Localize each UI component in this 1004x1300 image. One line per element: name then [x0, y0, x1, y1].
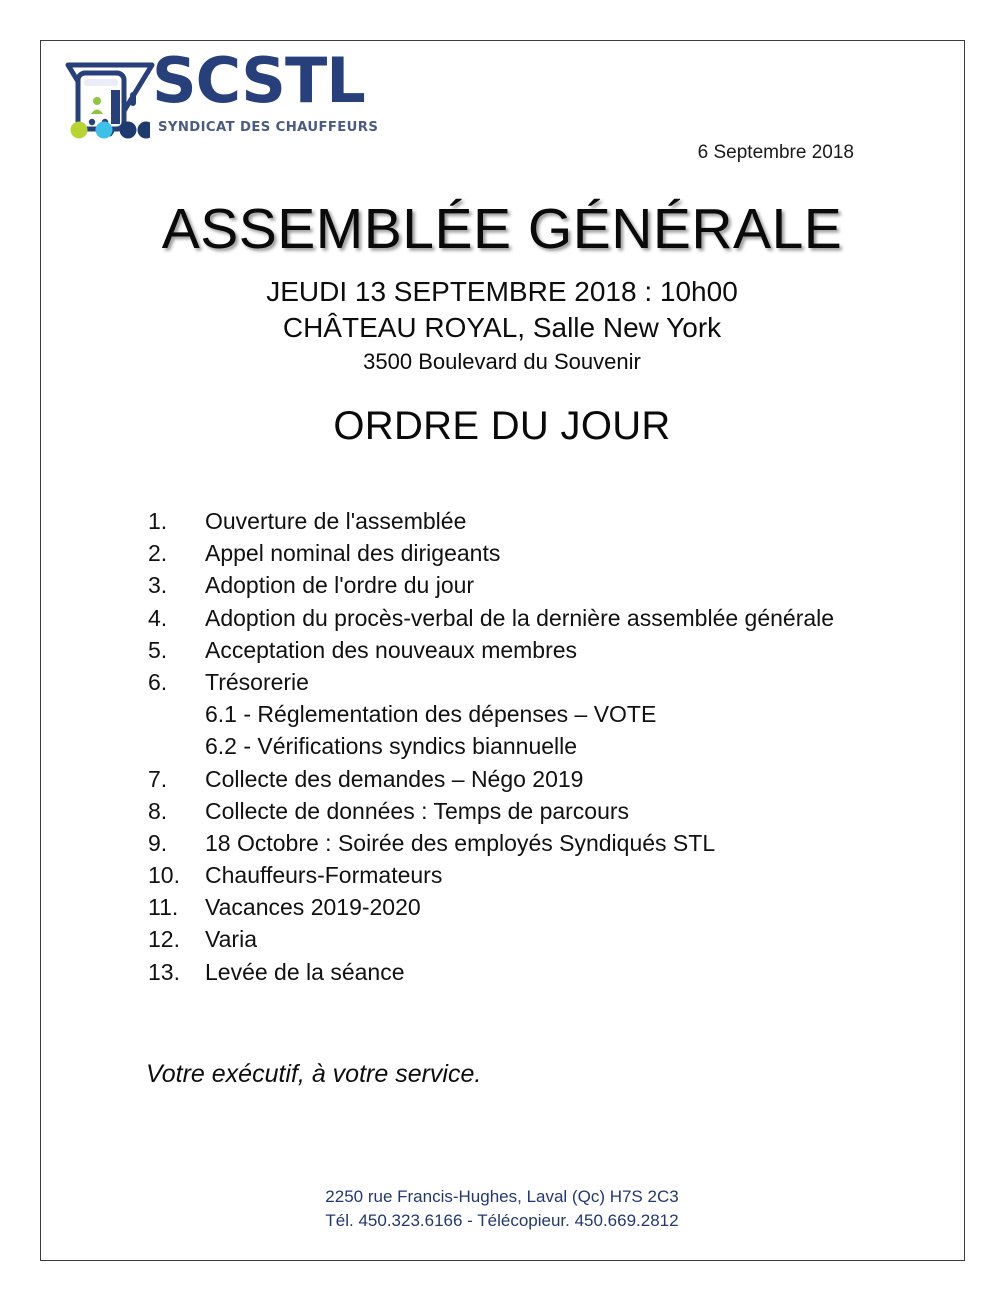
agenda-item [148, 894, 908, 926]
agenda-item-label: 6.1 - Réglementation des dépenses – VOTE [205, 701, 657, 728]
agenda-item-number: 2. [148, 540, 168, 567]
agenda-item [148, 540, 908, 572]
agenda-item-number: 10. [148, 862, 180, 889]
agenda-item [148, 605, 908, 637]
agenda-item-number: 3. [148, 572, 168, 599]
agenda-item [148, 862, 908, 894]
agenda-list [148, 508, 908, 991]
footer [0, 1185, 1004, 1233]
agenda-item-number: 12. [148, 926, 180, 953]
agenda-item [148, 830, 908, 862]
agenda-item-label: Chauffeurs-Formateurs [205, 862, 443, 889]
agenda-item-label: Appel nominal des dirigeants [205, 540, 501, 567]
agenda-item-label: Vacances 2019-2020 [205, 894, 421, 921]
logo-wordmark: SCSTL [152, 44, 365, 117]
agenda-item [148, 637, 908, 669]
agenda-item-number: 8. [148, 797, 168, 824]
agenda-item-number: 5. [148, 636, 168, 663]
agenda-item-number: 4. [148, 604, 168, 631]
agenda-item [148, 766, 908, 798]
logo-tagline: SYNDICAT DES CHAUFFEURS [158, 120, 379, 135]
agenda-item-number: 6. [148, 668, 168, 695]
page-title: ASSEMBLÉE GÉNÉRALE [161, 197, 843, 261]
logo-dots [70, 120, 150, 145]
agenda-item-label: Collecte des demandes – Négo 2019 [205, 765, 584, 792]
agenda-item-label: Trésorerie [205, 668, 309, 695]
signoff-text: Votre exécutif, à votre service. [146, 1060, 482, 1088]
agenda-item-label: Varia [205, 926, 257, 953]
agenda-item-label: 18 Octobre : Soirée des employés Syndiqués STL [205, 829, 716, 856]
agenda-heading: ORDRE DU JOUR [333, 404, 671, 448]
agenda-item-number: 11. [148, 894, 179, 921]
agenda-item [148, 798, 908, 830]
agenda-item-label: Ouverture de l'assemblée [205, 508, 467, 534]
meeting-datetime: JEUDI 13 SEPTEMBRE 2018 : 10h00 [266, 276, 738, 307]
agenda-item [148, 926, 908, 958]
footer-address: 2250 rue Francis-Hughes, Laval (Qc) H7S 2C3 [325, 1187, 679, 1206]
document-date: 6 Septembre 2018 [697, 142, 854, 163]
meeting-venue: CHÂTEAU ROYAL, Salle New York [282, 312, 722, 343]
agenda-item-number: 9. [148, 829, 168, 856]
agenda-item-label: Levée de la séance [205, 958, 405, 985]
agenda-item-label: Adoption du procès-verbal de la dernière assemblée générale [205, 604, 835, 631]
footer-contact: Tél. 450.323.6166 - Télécopieur. 450.669.2812 [325, 1211, 679, 1231]
agenda-item-label: Acceptation des nouveaux membres [205, 636, 578, 663]
scstl-logo [62, 44, 379, 148]
agenda-subitem [148, 733, 908, 765]
agenda-item-label: Adoption de l'ordre du jour [205, 572, 475, 599]
agenda-item-number: 7. [148, 765, 168, 792]
agenda-item-number: 1. [148, 508, 168, 534]
agenda-item-label: Collecte de données : Temps de parcours [205, 797, 630, 824]
agenda-item [148, 572, 908, 604]
meeting-address: 3500 Boulevard du Souvenir [363, 349, 641, 374]
agenda-item [148, 669, 908, 701]
agenda-item-number: 13. [148, 958, 180, 985]
agenda-item [148, 959, 908, 991]
agenda-item [148, 508, 908, 540]
agenda-subitem [148, 701, 908, 733]
agenda-item-label: 6.2 - Vérifications syndics biannuelle [205, 733, 578, 760]
